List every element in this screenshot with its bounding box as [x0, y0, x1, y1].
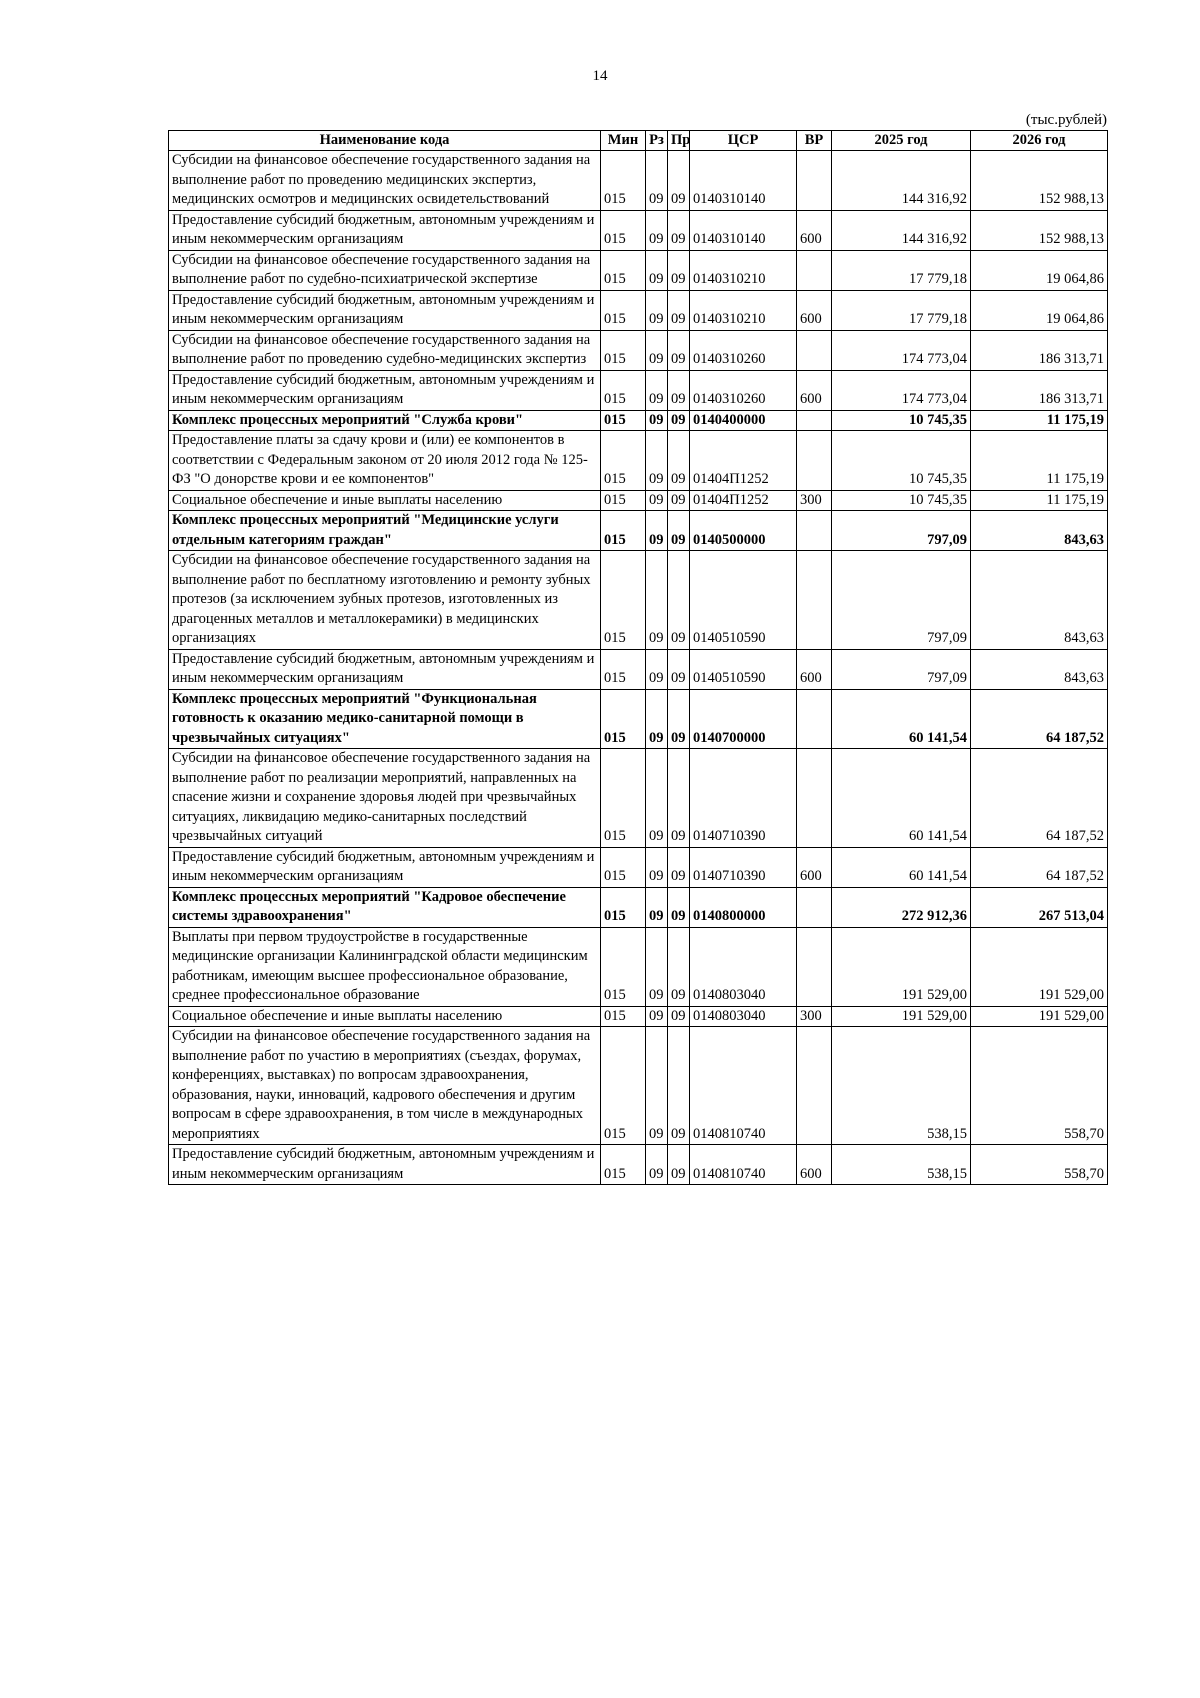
cell-min: 015: [601, 370, 646, 410]
cell-csr: 0140800000: [690, 887, 797, 927]
cell-min: 015: [601, 410, 646, 431]
cell-pr: 09: [668, 689, 690, 749]
cell-2026: 19 064,86: [971, 250, 1108, 290]
cell-2025: 191 529,00: [832, 927, 971, 1006]
cell-name: Комплекс процессных мероприятий "Медицинские услуги отдельным категориям граждан": [169, 511, 601, 551]
cell-pr: 09: [668, 749, 690, 848]
cell-min: 015: [601, 847, 646, 887]
cell-2025: 538,15: [832, 1145, 971, 1185]
cell-rz: 09: [646, 490, 668, 511]
cell-2026: 11 175,19: [971, 410, 1108, 431]
cell-pr: 09: [668, 1145, 690, 1185]
cell-csr: 01404П1252: [690, 431, 797, 491]
cell-pr: 09: [668, 847, 690, 887]
budget-table: [168, 130, 1108, 1185]
cell-2025: 17 779,18: [832, 290, 971, 330]
table-row: [169, 431, 1108, 491]
cell-pr: 09: [668, 490, 690, 511]
cell-2025: 60 141,54: [832, 749, 971, 848]
cell-rz: 09: [646, 749, 668, 848]
cell-vr: [797, 410, 832, 431]
column-header-pr: Пр: [668, 131, 690, 151]
table-row: [169, 551, 1108, 650]
cell-min: 015: [601, 1027, 646, 1145]
cell-csr: 0140500000: [690, 511, 797, 551]
cell-2025: 174 773,04: [832, 330, 971, 370]
cell-name: Социальное обеспечение и иные выплаты населению: [169, 490, 601, 511]
cell-name: Социальное обеспечение и иные выплаты населению: [169, 1006, 601, 1027]
cell-min: 015: [601, 210, 646, 250]
cell-2026: 64 187,52: [971, 689, 1108, 749]
cell-rz: 09: [646, 689, 668, 749]
cell-rz: 09: [646, 511, 668, 551]
cell-min: 015: [601, 1006, 646, 1027]
cell-pr: 09: [668, 1006, 690, 1027]
cell-pr: 09: [668, 551, 690, 650]
cell-vr: 600: [797, 210, 832, 250]
column-header-vr: ВР: [797, 131, 832, 151]
table-row: [169, 290, 1108, 330]
cell-2026: 11 175,19: [971, 431, 1108, 491]
cell-name: Предоставление субсидий бюджетным, автономным учреждениям и иным некоммерческим организациям: [169, 847, 601, 887]
cell-name: Субсидии на финансовое обеспечение государственного задания на выполнение работ по бесплатному изготовлению и ремонту зубных протезов (за исключением зубных протезов, изготовленных из драгоценных металлов и металлокерамики) в медицинских организациях: [169, 551, 601, 650]
cell-vr: [797, 689, 832, 749]
cell-rz: 09: [646, 551, 668, 650]
cell-2026: 19 064,86: [971, 290, 1108, 330]
cell-vr: [797, 431, 832, 491]
cell-csr: 0140400000: [690, 410, 797, 431]
cell-pr: 09: [668, 370, 690, 410]
cell-vr: 600: [797, 847, 832, 887]
cell-min: 015: [601, 887, 646, 927]
cell-rz: 09: [646, 410, 668, 431]
cell-name: Комплекс процессных мероприятий "Функциональная готовность к оказанию медико-санитарной помощи в чрезвычайных ситуациях": [169, 689, 601, 749]
cell-2025: 17 779,18: [832, 250, 971, 290]
cell-vr: [797, 151, 832, 211]
page-number: 14: [592, 68, 608, 84]
cell-csr: 0140310260: [690, 330, 797, 370]
cell-2025: 538,15: [832, 1027, 971, 1145]
cell-min: 015: [601, 250, 646, 290]
cell-rz: 09: [646, 250, 668, 290]
cell-name: Субсидии на финансовое обеспечение государственного задания на выполнение работ по проведению судебно-медицинских экспертиз: [169, 330, 601, 370]
cell-vr: 300: [797, 490, 832, 511]
table-row: [169, 649, 1108, 689]
cell-csr: 0140710390: [690, 847, 797, 887]
table-row: [169, 847, 1108, 887]
cell-csr: 0140510590: [690, 551, 797, 650]
cell-2025: 10 745,35: [832, 410, 971, 431]
cell-name: Предоставление субсидий бюджетным, автономным учреждениям и иным некоммерческим организациям: [169, 1145, 601, 1185]
cell-min: 015: [601, 927, 646, 1006]
cell-rz: 09: [646, 927, 668, 1006]
table-row-section: [169, 410, 1108, 431]
cell-csr: 0140310210: [690, 250, 797, 290]
cell-csr: 0140803040: [690, 1006, 797, 1027]
column-header-2025: 2025 год: [832, 131, 971, 151]
cell-2026: 267 513,04: [971, 887, 1108, 927]
cell-name: Субсидии на финансовое обеспечение государственного задания на выполнение работ по проведению медицинских экспертиз, медицинских осмотров и медицинских освидетельствований: [169, 151, 601, 211]
cell-name: Субсидии на финансовое обеспечение государственного задания на выполнение работ по судебно-психиатрической экспертизе: [169, 250, 601, 290]
cell-csr: 0140510590: [690, 649, 797, 689]
cell-vr: [797, 927, 832, 1006]
cell-rz: 09: [646, 290, 668, 330]
cell-csr: 0140310210: [690, 290, 797, 330]
cell-min: 015: [601, 290, 646, 330]
cell-vr: [797, 330, 832, 370]
cell-2026: 558,70: [971, 1027, 1108, 1145]
cell-2025: 797,09: [832, 551, 971, 650]
cell-2026: 64 187,52: [971, 749, 1108, 848]
cell-csr: 0140310140: [690, 151, 797, 211]
cell-vr: 600: [797, 290, 832, 330]
cell-rz: 09: [646, 1145, 668, 1185]
table-body: [169, 151, 1108, 1185]
cell-rz: 09: [646, 887, 668, 927]
units-label: (тыс.рублей): [1025, 112, 1107, 128]
cell-min: 015: [601, 151, 646, 211]
cell-name: Комплекс процессных мероприятий "Кадровое обеспечение системы здравоохранения": [169, 887, 601, 927]
cell-2026: 152 988,13: [971, 210, 1108, 250]
table-row: [169, 250, 1108, 290]
cell-min: 015: [601, 649, 646, 689]
cell-csr: 0140710390: [690, 749, 797, 848]
table-row: [169, 749, 1108, 848]
cell-name: Субсидии на финансовое обеспечение государственного задания на выполнение работ по реализации мероприятий, направленных на спасение жизни и сохранение здоровья людей при чрезвычайных ситуациях, ликвидацию медико-санитарных последствий чрезвычайных ситуаций: [169, 749, 601, 848]
cell-name: Выплаты при первом трудоустройстве в государственные медицинские организации Калининградской области медицинским работникам, имеющим высшее профессиональное образование, среднее профессиональное образование: [169, 927, 601, 1006]
cell-pr: 09: [668, 1027, 690, 1145]
cell-name: Предоставление платы за сдачу крови и (или) ее компонентов в соответствии с Федеральным законом от 20 июля 2012 года № 125-ФЗ "О донорстве крови и ее компонентов": [169, 431, 601, 491]
cell-pr: 09: [668, 511, 690, 551]
cell-rz: 09: [646, 1027, 668, 1145]
cell-rz: 09: [646, 210, 668, 250]
cell-2026: 152 988,13: [971, 151, 1108, 211]
cell-2025: 797,09: [832, 511, 971, 551]
cell-2025: 191 529,00: [832, 1006, 971, 1027]
cell-2025: 60 141,54: [832, 689, 971, 749]
cell-min: 015: [601, 551, 646, 650]
cell-csr: 0140310140: [690, 210, 797, 250]
cell-2026: 843,63: [971, 649, 1108, 689]
cell-name: Предоставление субсидий бюджетным, автономным учреждениям и иным некоммерческим организациям: [169, 210, 601, 250]
cell-csr: 0140803040: [690, 927, 797, 1006]
table-row: [169, 490, 1108, 511]
cell-csr: 0140810740: [690, 1145, 797, 1185]
cell-rz: 09: [646, 330, 668, 370]
cell-pr: 09: [668, 431, 690, 491]
table-row-section: [169, 689, 1108, 749]
cell-2025: 10 745,35: [832, 431, 971, 491]
table-row: [169, 1145, 1108, 1185]
cell-2026: 191 529,00: [971, 1006, 1108, 1027]
cell-rz: 09: [646, 1006, 668, 1027]
column-header-min: Мин: [601, 131, 646, 151]
table-row: [169, 330, 1108, 370]
cell-pr: 09: [668, 887, 690, 927]
cell-2025: 60 141,54: [832, 847, 971, 887]
cell-csr: 0140700000: [690, 689, 797, 749]
cell-vr: [797, 511, 832, 551]
cell-vr: 300: [797, 1006, 832, 1027]
cell-2026: 843,63: [971, 551, 1108, 650]
table-row-section: [169, 511, 1108, 551]
cell-rz: 09: [646, 649, 668, 689]
cell-2025: 174 773,04: [832, 370, 971, 410]
cell-vr: [797, 887, 832, 927]
cell-vr: [797, 250, 832, 290]
cell-vr: [797, 749, 832, 848]
cell-name: Предоставление субсидий бюджетным, автономным учреждениям и иным некоммерческим организациям: [169, 649, 601, 689]
cell-name: Субсидии на финансовое обеспечение государственного задания на выполнение работ по участию в мероприятиях (съездах, форумах, конференциях, выставках) по вопросам здравоохранения, образования, науки, инноваций, кадрового обеспечения и другим вопросам в сфере здравоохранения, в том числе в международных мероприятиях: [169, 1027, 601, 1145]
table-row: [169, 151, 1108, 211]
cell-vr: 600: [797, 370, 832, 410]
cell-2026: 64 187,52: [971, 847, 1108, 887]
cell-2026: 186 313,71: [971, 330, 1108, 370]
cell-pr: 09: [668, 330, 690, 370]
cell-rz: 09: [646, 151, 668, 211]
cell-vr: 600: [797, 1145, 832, 1185]
cell-min: 015: [601, 689, 646, 749]
cell-min: 015: [601, 511, 646, 551]
table-header-row: [169, 131, 1108, 151]
cell-rz: 09: [646, 847, 668, 887]
column-header-name: Наименование кода: [169, 131, 601, 151]
cell-pr: 09: [668, 151, 690, 211]
cell-2025: 272 912,36: [832, 887, 971, 927]
column-header-csr: ЦСР: [690, 131, 797, 151]
cell-rz: 09: [646, 431, 668, 491]
cell-csr: 0140810740: [690, 1027, 797, 1145]
cell-min: 015: [601, 749, 646, 848]
cell-name: Предоставление субсидий бюджетным, автономным учреждениям и иным некоммерческим организациям: [169, 290, 601, 330]
cell-2026: 191 529,00: [971, 927, 1108, 1006]
cell-2025: 144 316,92: [832, 151, 971, 211]
table-row: [169, 210, 1108, 250]
cell-2026: 843,63: [971, 511, 1108, 551]
cell-min: 015: [601, 330, 646, 370]
table-row: [169, 927, 1108, 1006]
cell-pr: 09: [668, 410, 690, 431]
table-row: [169, 1027, 1108, 1145]
cell-pr: 09: [668, 649, 690, 689]
cell-2025: 797,09: [832, 649, 971, 689]
cell-csr: 0140310260: [690, 370, 797, 410]
table-row-section: [169, 887, 1108, 927]
cell-pr: 09: [668, 290, 690, 330]
cell-2025: 144 316,92: [832, 210, 971, 250]
cell-2025: 10 745,35: [832, 490, 971, 511]
cell-vr: 600: [797, 649, 832, 689]
column-header-2026: 2026 год: [971, 131, 1108, 151]
cell-min: 015: [601, 1145, 646, 1185]
table-row: [169, 1006, 1108, 1027]
cell-min: 015: [601, 490, 646, 511]
cell-min: 015: [601, 431, 646, 491]
cell-2026: 558,70: [971, 1145, 1108, 1185]
cell-name: Комплекс процессных мероприятий "Служба крови": [169, 410, 601, 431]
cell-vr: [797, 551, 832, 650]
cell-vr: [797, 1027, 832, 1145]
cell-pr: 09: [668, 210, 690, 250]
cell-2026: 186 313,71: [971, 370, 1108, 410]
table-row: [169, 370, 1108, 410]
cell-rz: 09: [646, 370, 668, 410]
column-header-rz: Рз: [646, 131, 668, 151]
cell-pr: 09: [668, 250, 690, 290]
cell-name: Предоставление субсидий бюджетным, автономным учреждениям и иным некоммерческим организациям: [169, 370, 601, 410]
cell-2026: 11 175,19: [971, 490, 1108, 511]
cell-csr: 01404П1252: [690, 490, 797, 511]
cell-pr: 09: [668, 927, 690, 1006]
